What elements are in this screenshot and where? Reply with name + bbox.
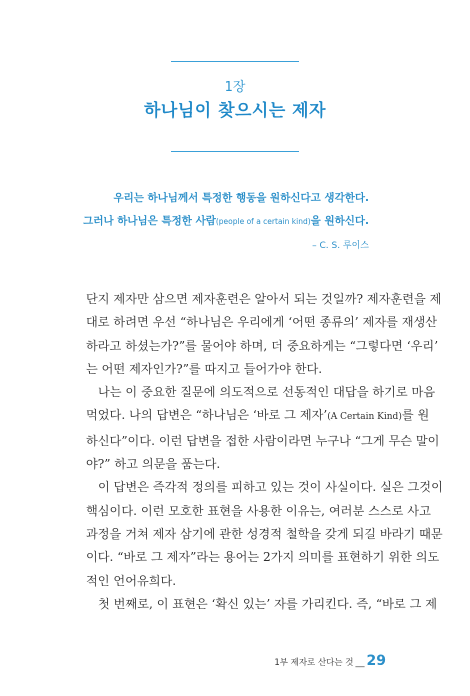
body-text	[86, 288, 443, 616]
body-line: 는 어떤 제자인가?”를 따지고 들어가야 한다.	[86, 361, 323, 376]
footer-separator: __	[355, 658, 365, 668]
epigraph-english-gloss: (people of a certain kind)	[215, 217, 311, 226]
footer-part-title: 1부 제자로 산다는 것	[274, 658, 354, 668]
epigraph-line-2-start: 그러나 하나님은 특정한 사람	[83, 215, 216, 227]
chapter-title: 하나님이 찾으시는 제자	[143, 101, 327, 121]
epigraph-line-1: 우리는 하나님께서 특정한 행동을 원하신다고 생각한다.	[113, 192, 369, 204]
body-line: 대로 하려면 우선 “하나님은 우리에게 ‘어떤 종류의’ 제자를 재생산	[86, 315, 438, 330]
body-line: 단지 제자만 삼으면 제자훈련은 알아서 되는 것일까? 제자훈련을 제	[86, 292, 442, 306]
top-divider	[171, 61, 299, 62]
body-line: 하라고 하셨는가?”를 물어야 하며, 더 중요하게는 “그렇다면 ‘우리’	[86, 338, 439, 353]
body-line: 하신다”이다. 이런 답변을 접한 사람이라면 누구나 “그게 무슨 말이	[86, 433, 440, 448]
body-line-part: 먹었다. 나의 답변은 “하나님은 ‘바로 그 제자’	[86, 408, 328, 423]
english-gloss: (A Certain Kind)	[327, 412, 402, 423]
body-line: 야?” 하고 의문을 품는다.	[86, 457, 221, 472]
epigraph-attribution: – C. S. 루이스	[312, 241, 369, 251]
body-line: 첫 번째로, 이 표현은 ‘확신 있는’ 자를 가리킨다. 즉, “바로 그 제	[98, 596, 437, 611]
body-line: 이다. “바로 그 제자”라는 용어는 2가지 의미를 표현하기 위한 의도	[86, 550, 440, 565]
body-line: 나는 이 중요한 질문에 의도적으로 선동적인 대답을 하기로 마음	[98, 385, 436, 400]
body-line-part: 를 원	[401, 408, 430, 423]
page-number: 29	[366, 653, 386, 669]
bottom-divider	[171, 151, 299, 152]
body-line: 적인 언어유희다.	[86, 573, 177, 588]
body-line: 과정을 거쳐 제자 삼기에 관한 성경적 철학을 갖게 되길 바라기 때문	[86, 526, 443, 541]
body-line: 이 답변은 즉각적 정의를 피하고 있는 것이 사실이다. 실은 그것이	[98, 480, 443, 495]
body-line	[86, 404, 430, 429]
chapter-number: 1장	[224, 80, 246, 95]
page-footer	[274, 650, 386, 669]
body-line: 핵심이다. 이런 모호한 표현을 사용한 이유는, 여러분 스스로 사고	[86, 503, 431, 518]
epigraph-line-2	[83, 213, 369, 228]
epigraph-line-2-end: 을 원하신다.	[310, 215, 369, 227]
